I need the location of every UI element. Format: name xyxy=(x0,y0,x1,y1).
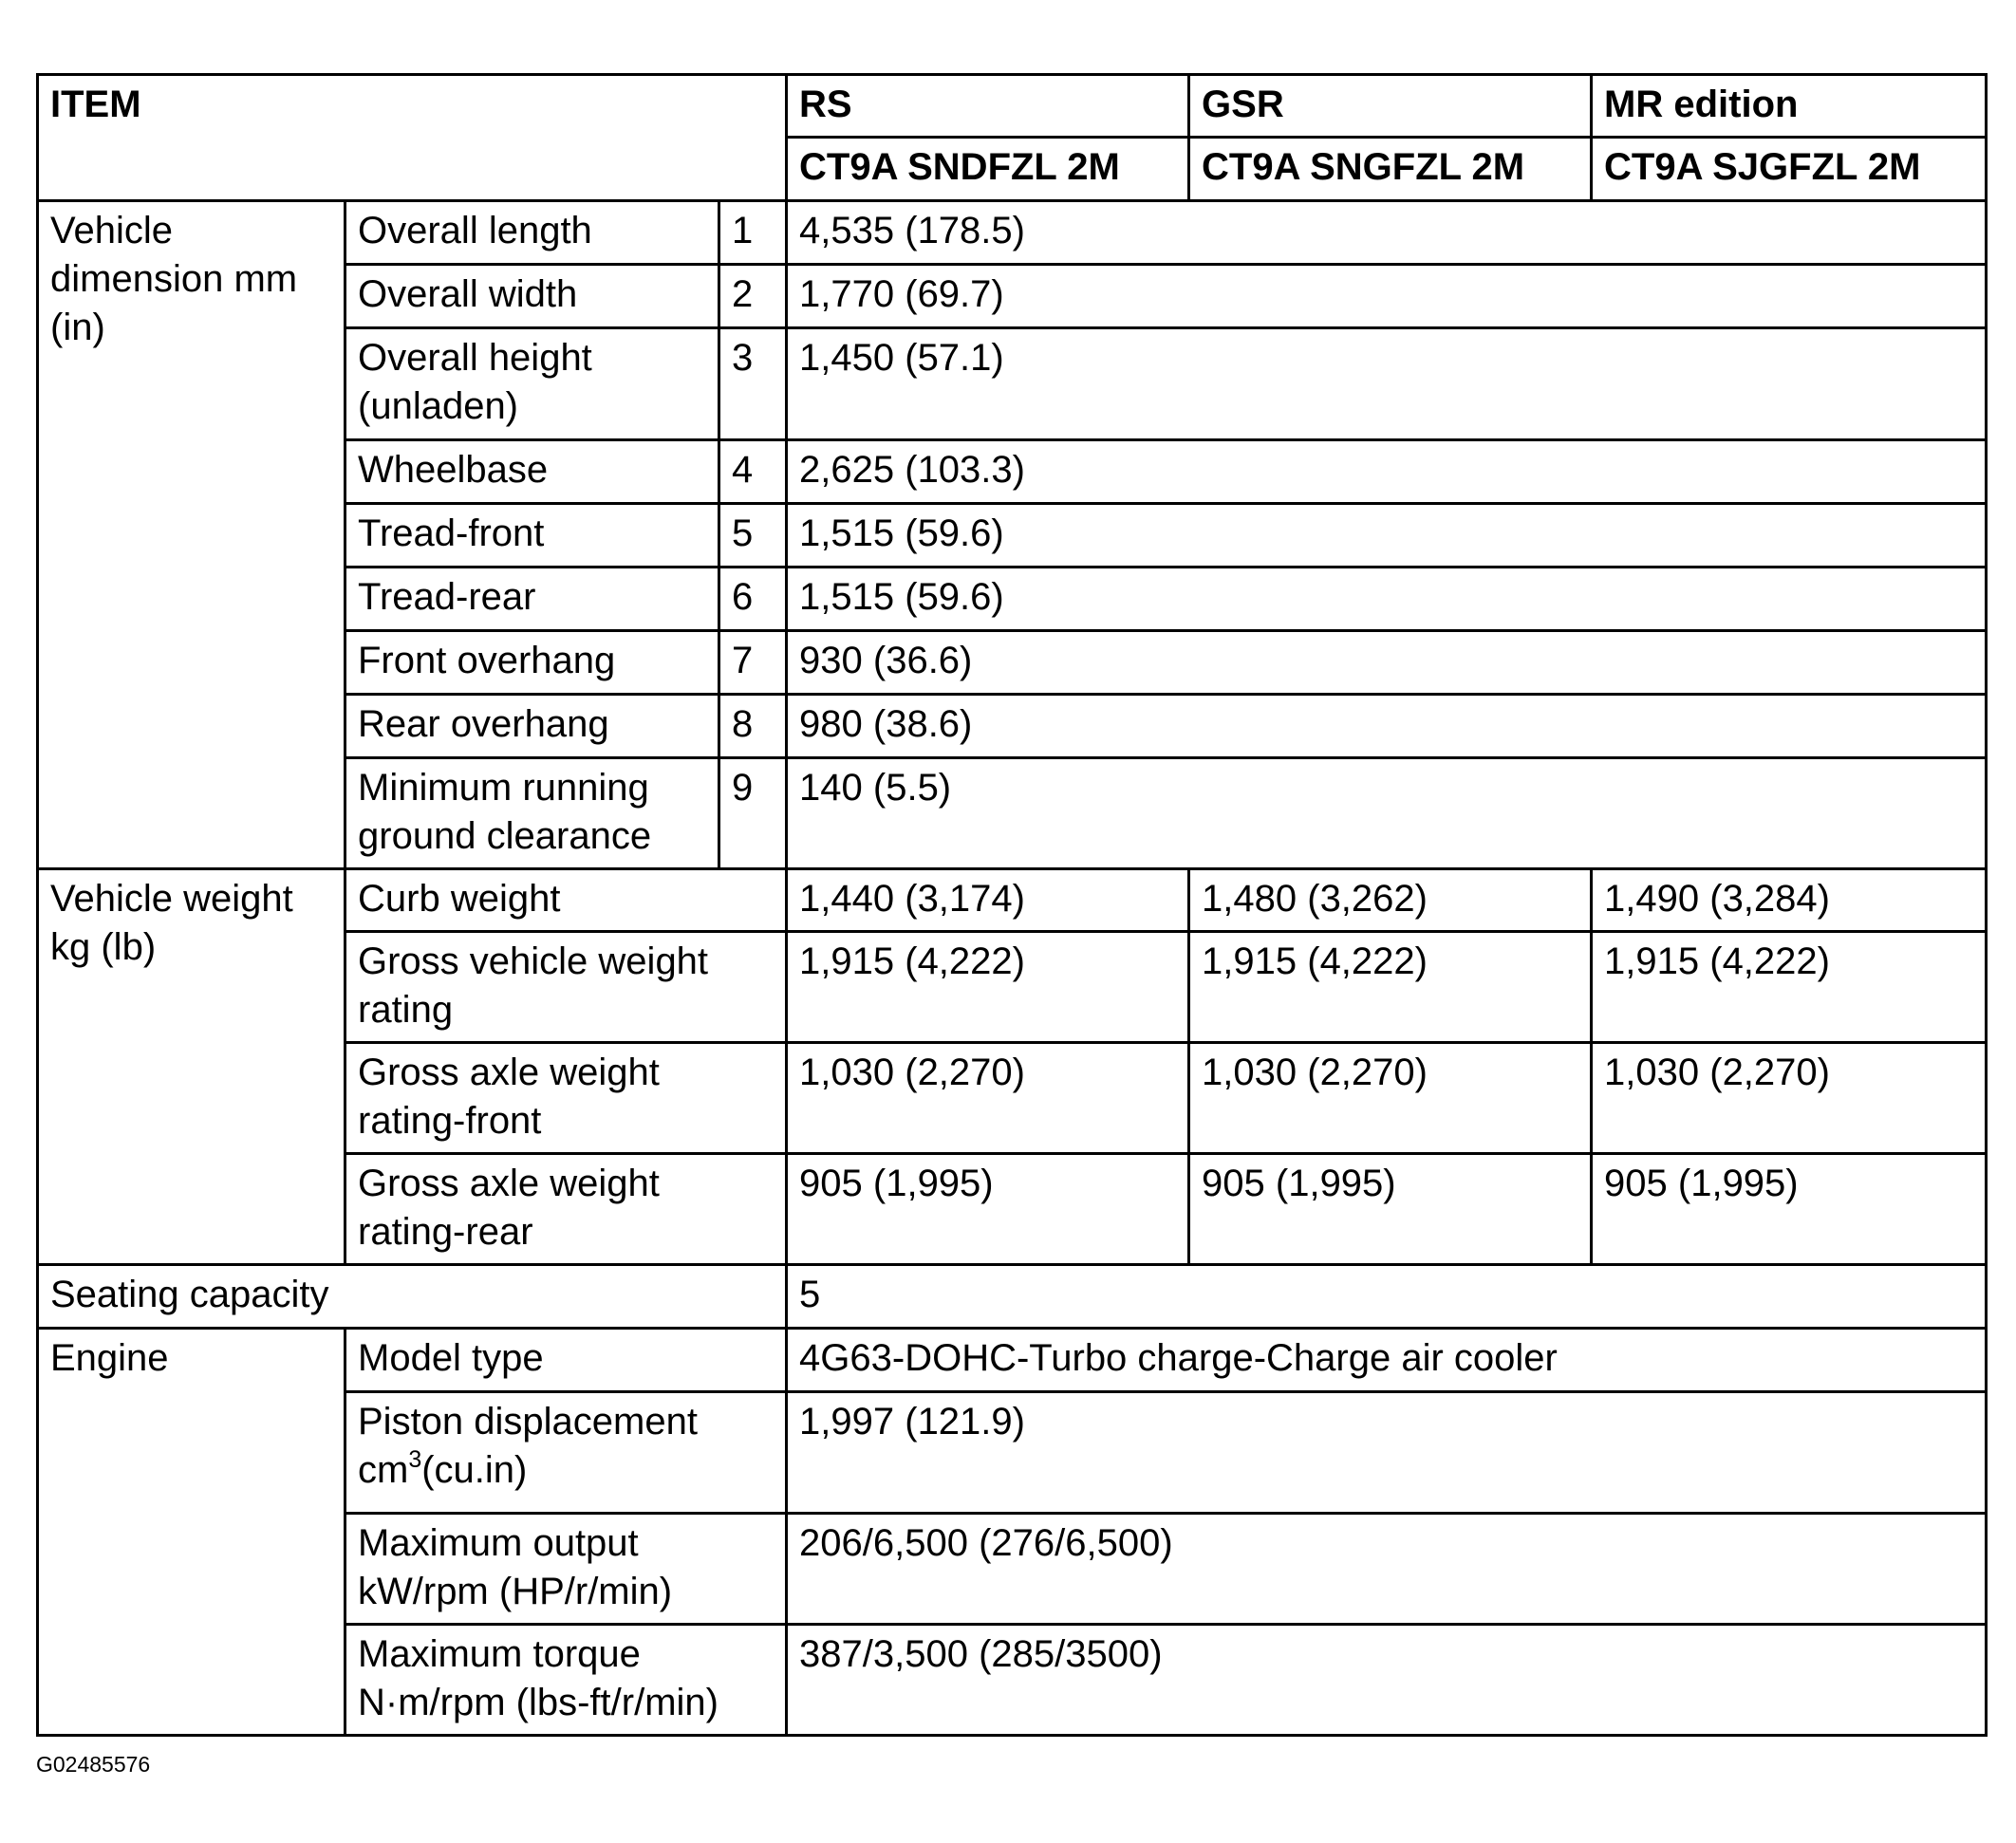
header-item: ITEM xyxy=(38,75,787,201)
spec-label: Rear overhang xyxy=(345,695,719,758)
spec-value: 1,480 (3,262) xyxy=(1189,869,1592,932)
spec-value: 1,030 (2,270) xyxy=(1592,1043,1987,1154)
seating-value: 5 xyxy=(787,1265,1987,1329)
spec-value: 1,915 (4,222) xyxy=(1592,932,1987,1043)
spec-value: 1,997 (121.9) xyxy=(787,1392,1987,1514)
spec-number: 8 xyxy=(719,695,787,758)
variant-name: RS xyxy=(787,75,1189,138)
spec-value: 905 (1,995) xyxy=(787,1154,1189,1265)
spec-number: 2 xyxy=(719,265,787,328)
spec-value: 1,915 (4,222) xyxy=(787,932,1189,1043)
spec-value: 905 (1,995) xyxy=(1592,1154,1987,1265)
spec-label: Minimum running ground clearance xyxy=(345,758,719,869)
displacement-label: Piston displacement xyxy=(358,1401,698,1443)
spec-value: 1,030 (2,270) xyxy=(787,1043,1189,1154)
vehicle-spec-table xyxy=(36,73,1988,1737)
spec-label: Model type xyxy=(345,1329,787,1392)
spec-label: Overall length xyxy=(345,201,719,265)
spec-value: 2,625 (103.3) xyxy=(787,440,1987,504)
variant-name: MR edition xyxy=(1592,75,1987,138)
group-engine: Engine xyxy=(38,1329,345,1736)
spec-label: Gross axle weight rating-front xyxy=(345,1043,787,1154)
spec-number: 9 xyxy=(719,758,787,869)
displacement-unit-exponent: 3 xyxy=(408,1446,422,1473)
spec-label: Wheelbase xyxy=(345,440,719,504)
spec-label: Gross axle weight rating-rear xyxy=(345,1154,787,1265)
group-dimensions: Vehicle dimension mm (in) xyxy=(38,201,345,869)
spec-number: 7 xyxy=(719,631,787,695)
spec-value: 1,770 (69.7) xyxy=(787,265,1987,328)
spec-number: 3 xyxy=(719,328,787,440)
spec-label: Maximum torque N·m/rpm (lbs-ft/r/min) xyxy=(345,1625,787,1736)
spec-value: 140 (5.5) xyxy=(787,758,1987,869)
spec-value: 206/6,500 (276/6,500) xyxy=(787,1514,1987,1625)
spec-value: 930 (36.6) xyxy=(787,631,1987,695)
spec-label: Maximum output kW/rpm (HP/r/min) xyxy=(345,1514,787,1625)
spec-label-displacement xyxy=(345,1392,787,1514)
spec-label: Tread-rear xyxy=(345,568,719,631)
variant-name: GSR xyxy=(1189,75,1592,138)
group-weight: Vehicle weight kg (lb) xyxy=(38,869,345,1265)
variant-code: CT9A SNDFZL 2M xyxy=(787,138,1189,201)
spec-value: 4,535 (178.5) xyxy=(787,201,1987,265)
spec-number: 5 xyxy=(719,504,787,568)
spec-value: 1,440 (3,174) xyxy=(787,869,1189,932)
spec-value: 4G63-DOHC-Turbo charge-Charge air cooler xyxy=(787,1329,1987,1392)
spec-value: 905 (1,995) xyxy=(1189,1154,1592,1265)
spec-value: 1,490 (3,284) xyxy=(1592,869,1987,932)
spec-label: Gross vehicle weight rating xyxy=(345,932,787,1043)
spec-label: Overall width xyxy=(345,265,719,328)
spec-number: 1 xyxy=(719,201,787,265)
displacement-unit-alt: (cu.in) xyxy=(421,1449,528,1491)
spec-label: Tread-front xyxy=(345,504,719,568)
spec-label: Front overhang xyxy=(345,631,719,695)
spec-label: Curb weight xyxy=(345,869,787,932)
spec-label: Overall height (unladen) xyxy=(345,328,719,440)
variant-code: CT9A SNGFZL 2M xyxy=(1189,138,1592,201)
spec-value: 1,515 (59.6) xyxy=(787,568,1987,631)
spec-value: 1,030 (2,270) xyxy=(1189,1043,1592,1154)
spec-value: 1,450 (57.1) xyxy=(787,328,1987,440)
variant-code: CT9A SJGFZL 2M xyxy=(1592,138,1987,201)
spec-value: 980 (38.6) xyxy=(787,695,1987,758)
spec-value: 1,915 (4,222) xyxy=(1189,932,1592,1043)
seating-label: Seating capacity xyxy=(38,1265,787,1329)
spec-number: 6 xyxy=(719,568,787,631)
displacement-unit: cm xyxy=(358,1449,409,1491)
spec-value: 1,515 (59.6) xyxy=(787,504,1987,568)
spec-value: 387/3,500 (285/3500) xyxy=(787,1625,1987,1736)
spec-number: 4 xyxy=(719,440,787,504)
document-id: G02485576 xyxy=(36,1752,151,1777)
